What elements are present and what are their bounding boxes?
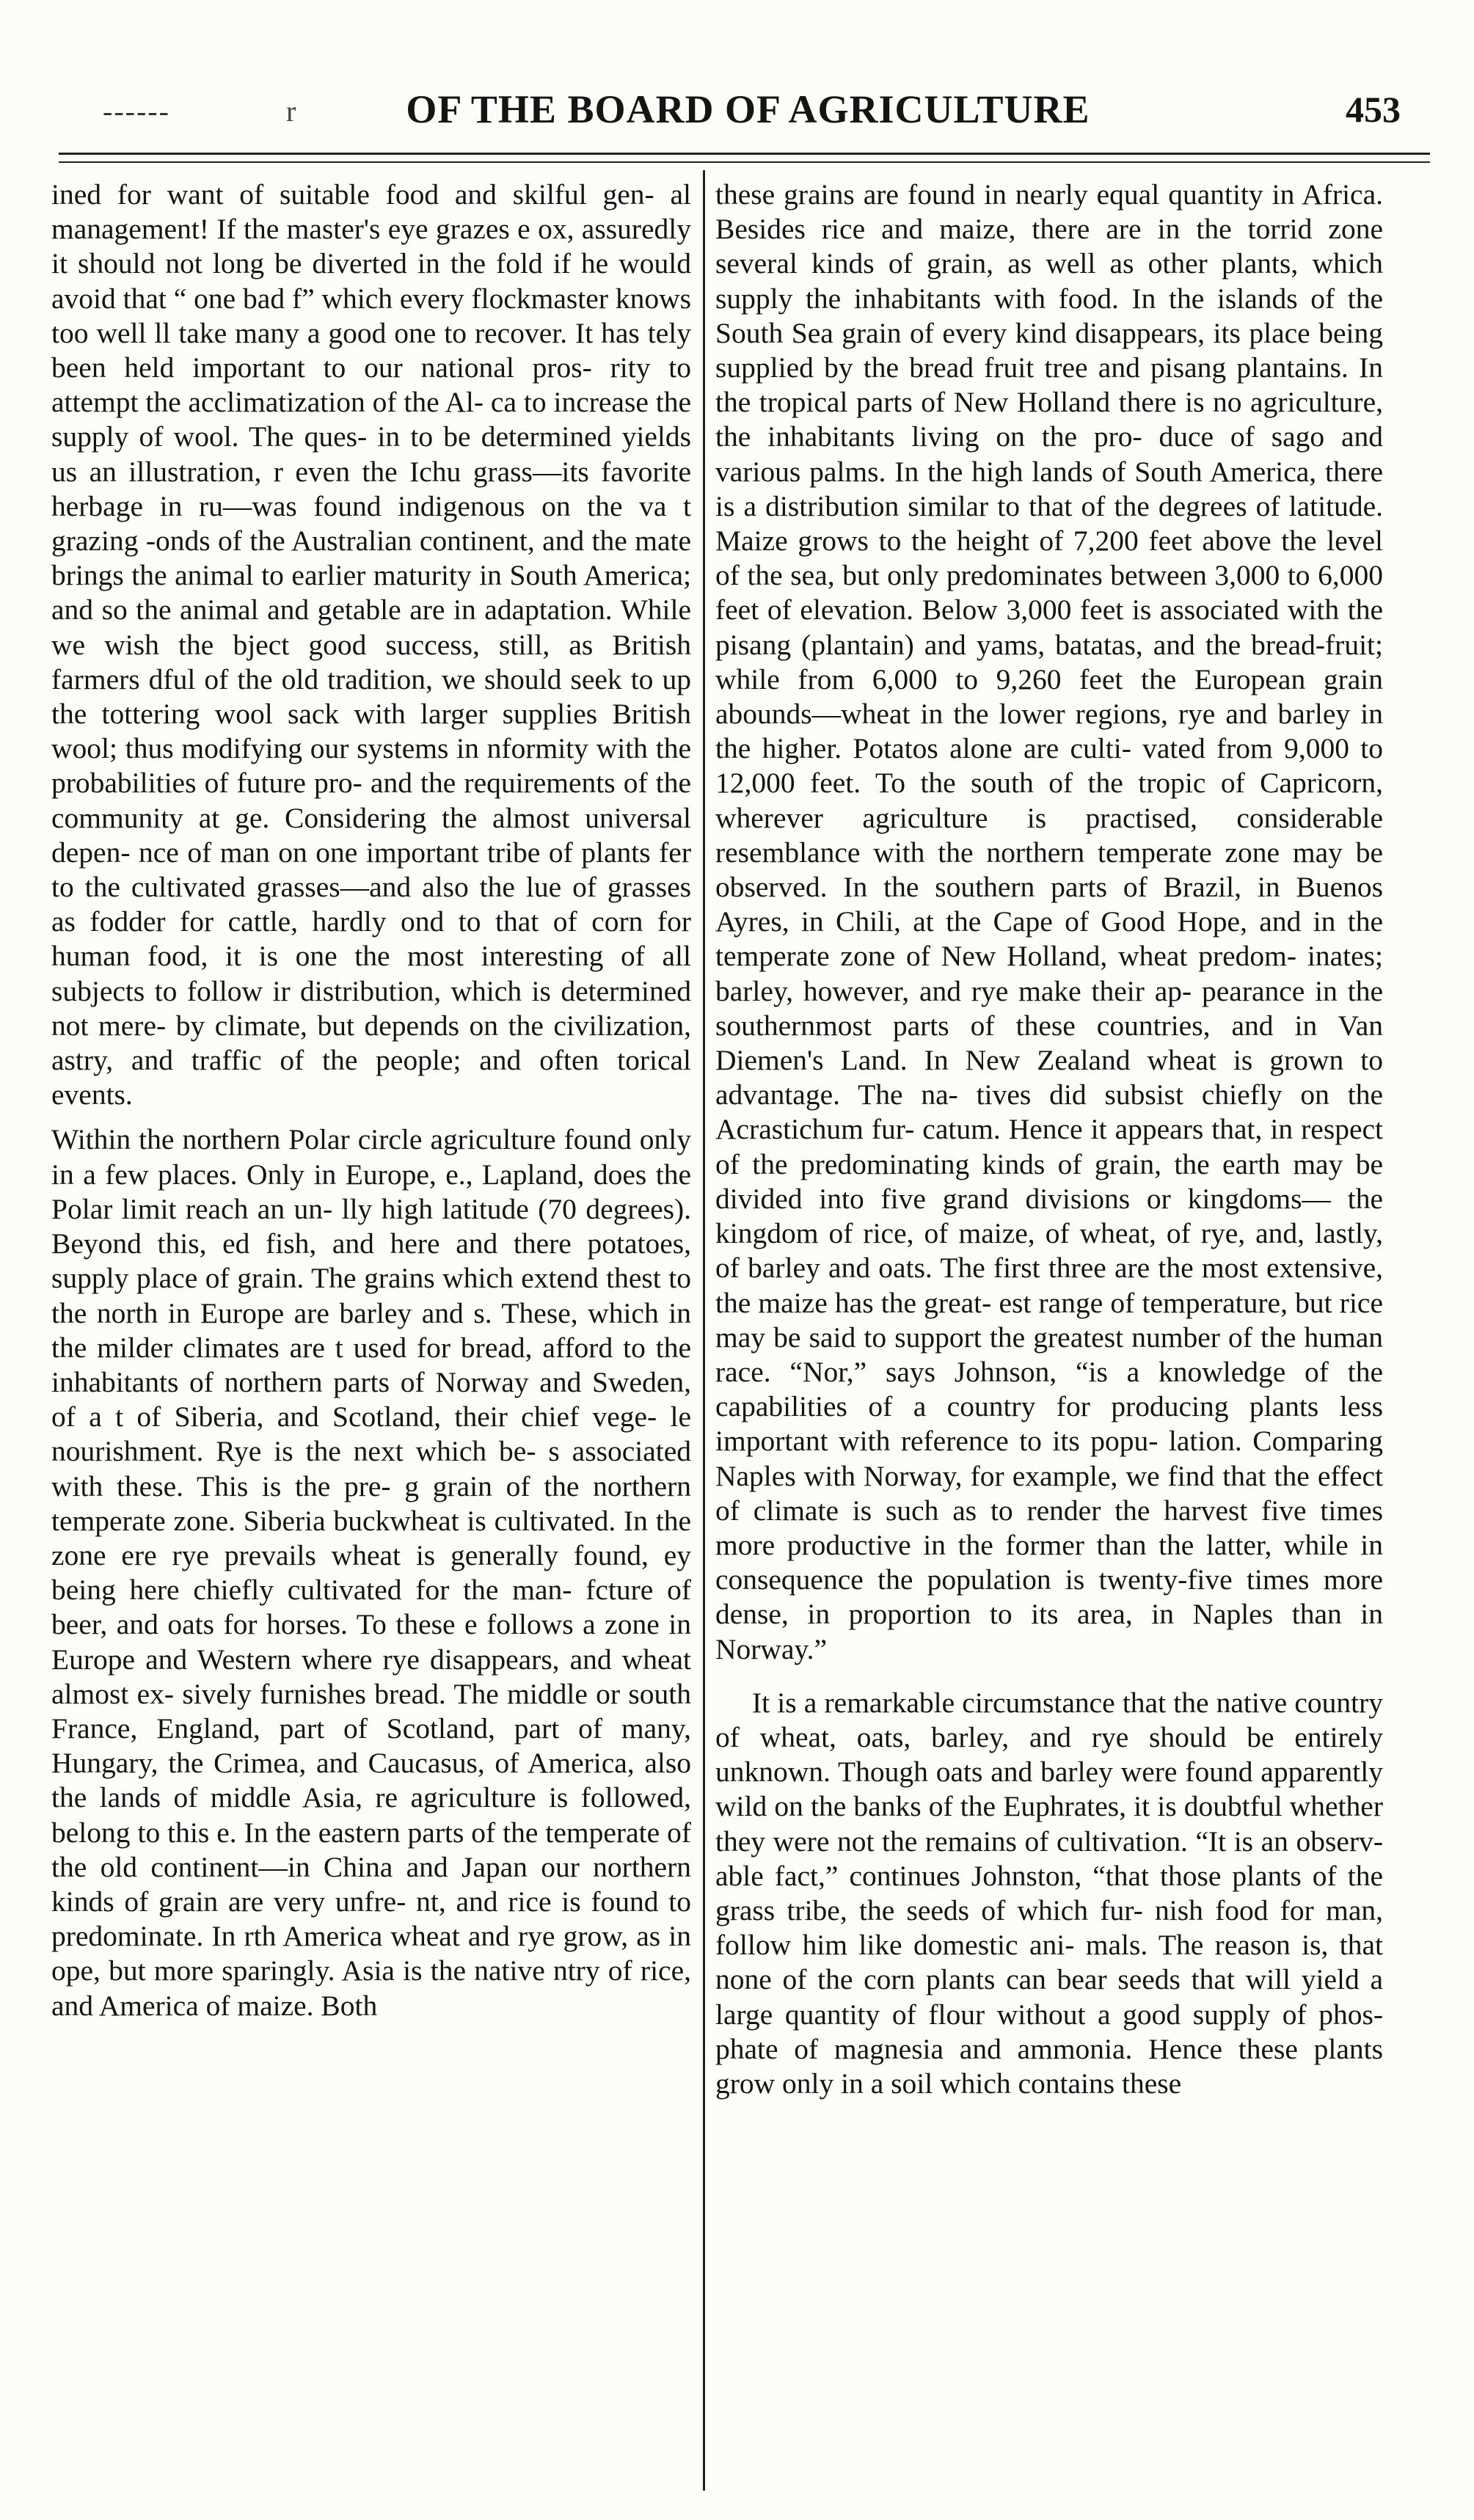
header-rule-top (59, 153, 1430, 155)
left-paragraph-2: Within the northern Polar circle agriculture found only in a few places. Only in Europe, e., Lapland, does the Polar limit reach an un- lly high latitude (70 degrees). Beyond this, ed fish, and here and there potatoes, supply place of grain. The grains which extend thest to the north in Europe are barley and s. These, which in the milder climates are t used for bread, afford to the inhabitants of northern parts of Norway and Sweden, of a t of Siberia, and Scotland, their chief vege- le nourishment. Rye is the next which be- s associated with these. This is the pre- g grain of the northern temperate zone. Siberia buckwheat is cultivated. In the zone ere rye prevails wheat is generally found, ey being here chiefly cultivated for the man- fcture of beer, and oats for horses. To these e follows a zone in Europe and Western where rye disappears, and wheat almost ex- sively furnishes bread. The middle or south France, England, part of Scotland, part of many, Hungary, the Crimea, and Caucasus, of America, also the lands of middle Asia, re agriculture is followed, belong to this e. In the eastern parts of the temperate of the old continent—in China and Japan our northern kinds of grain are very unfre- nt, and rice is found to predominate. In rth America wheat and rye grow, as in ope, but more sparingly. Asia is the native ntry of rice, and America of maize. Both (51, 1123, 691, 2022)
header-left-mark: ------ (103, 95, 170, 128)
left-column (51, 178, 691, 2481)
page-title: OF THE BOARD OF AGRICULTURE (406, 87, 1090, 131)
right-paragraph-1: these grains are found in nearly equal quantity in Africa. Besides rice and maize, there are in the torrid zone several kinds of grain, as well as other plants, which supply the inhabitants with food. In the islands of the South Sea grain of every kind disappears, its place being supplied by the bread fruit tree and pisang plantains. In the tropical parts of New Holland there is no agriculture, the inhabitants living on the pro- duce of sago and various palms. In the high lands of South America, there is a distribution similar to that of the degrees of latitude. Maize grows to the height of 7,200 feet above the level of the sea, but only predominates between 3,000 to 6,000 feet of elevation. Below 3,000 feet is associated with the pisang (plantain) and yams, batatas, and the bread-fruit; while from 6,000 to 9,260 feet the European grain abounds—wheat in the lower regions, rye and barley in the higher. Potatos alone are culti- vated from 9,000 to 12,000 feet. To the south of the tropic of Capricorn, wherever agriculture is practised, considerable resemblance with the northern temperate zone may be observed. In the southern parts of Brazil, in Buenos Ayres, in Chili, at the Cape of Good Hope, and in the temperate zone of New Holland, wheat predom- inates; barley, however, and rye make their ap- pearance in the southernmost parts of these countries, and in Van Diemen's Land. In New Zealand wheat is grown to advantage. The na- tives did subsist chiefly on the Acrastichum fur- catum. Hence it appears that, in respect of the predominating kinds of grain, the earth may be divided into five grand divisions or kingdoms— the kingdom of rice, of maize, of wheat, of rye, and, lastly, of barley and oats. The first three are the most extensive, the maize has the great- est range of temperature, but rice may be said to support the greatest number of the human race. “Nor,” says Johnson, “is a knowledge of the capabilities of a country for producing plants less important with reference to its popu- lation. Comparing Naples with Norway, for example, we find that the effect of climate is such as to render the harvest five times more productive in the former than the latter, while in consequence the population is twenty-five times more dense, in proportion to its area, in Naples than in Norway.” (715, 178, 1383, 1665)
running-head (88, 87, 1408, 138)
header-small-mark: r (286, 95, 296, 128)
right-paragraph-2: It is a remarkable circumstance that the native country of wheat, oats, barley, and rye should be entirely unknown. Though oats and barley were found apparently wild on the banks of the Euphrates, it is doubtful whether they were not the remains of cultivation. “It is an observ- able fact,” continues Johnston, “that those plants of the grass tribe, the seeds of which fur- nish food for man, follow him like domestic ani- mals. The reason is, that none of the corn plants can bear seeds that will yield a large quantity of flour without a good supply of phos- phate of magnesia and ammonia. Hence these plants grow only in a soil which contains these (715, 1686, 1383, 2100)
page-number: 453 (1346, 89, 1401, 130)
left-paragraph-1: ined for want of suitable food and skilful gen- al management! If the master's eye grazes e ox, assuredly it should not long be diverted in the fold if he would avoid that “ one bad f” which every flockmaster knows too well ll take many a good one to recover. It has tely been held important to our national pros- rity to attempt the acclimatization of the Al- ca to increase the supply of wool. The ques- in to be determined yields us an illustration, r even the Ichu grass—its favorite herbage in ru—was found indigenous on the va t grazing -onds of the Australian continent, and the mate brings the animal to earlier maturity in South America; and so the animal and getable are in adaptation. While we wish the bject good success, still, as British farmers dful of the old tradition, we should seek to up the tottering wool sack with larger supplies British wool; thus modifying our systems in nformity with the probabilities of future pro- and the requirements of the community at ge. Considering the almost universal depen- nce of man on one important tribe of plants fer to the cultivated grasses—and also the lue of grasses as fodder for cattle, hardly ond to that of corn for human food, it is one the most interesting of all subjects to follow ir distribution, which is determined not mere- by climate, but depends on the civilization, astry, and traffic of the people; and often torical events. (51, 178, 691, 1111)
column-divider (703, 170, 705, 2491)
header-rule-bottom (59, 161, 1430, 163)
right-column (715, 178, 1383, 2481)
